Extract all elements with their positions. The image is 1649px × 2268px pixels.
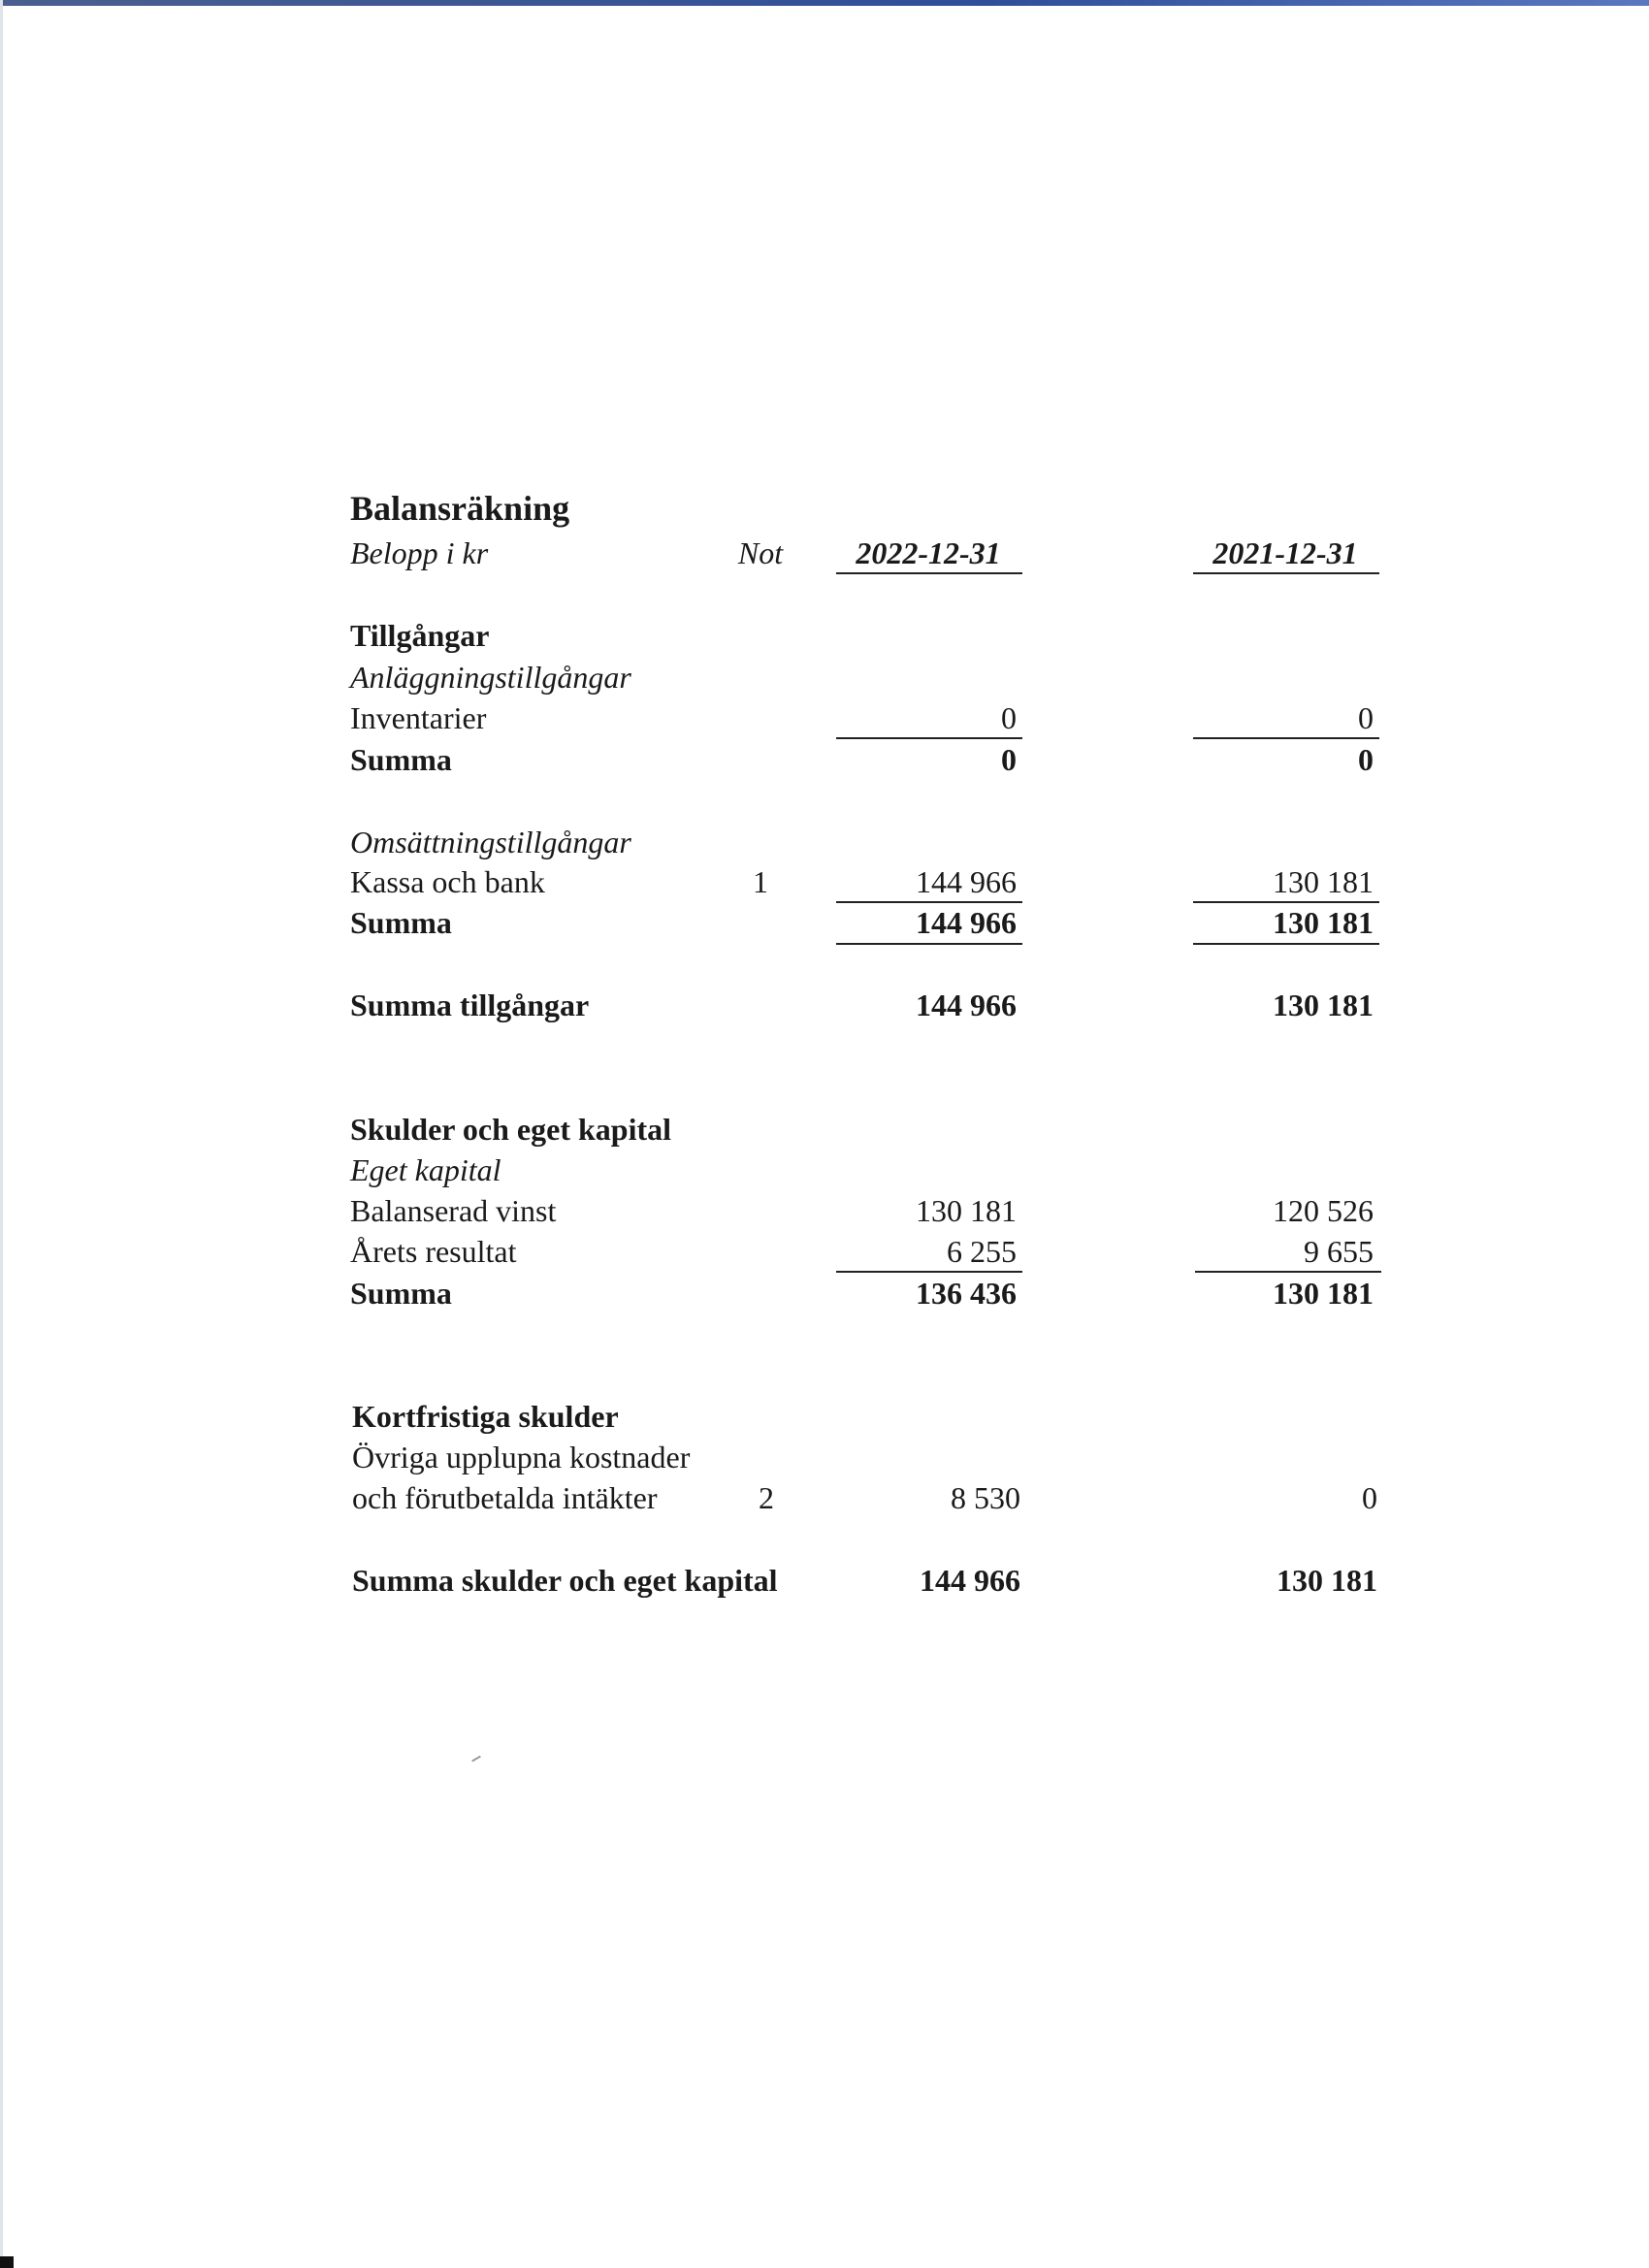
subtotal-line [1193, 737, 1379, 739]
year-2022-column-header: 2022-12-31 [856, 535, 1001, 570]
inventarier-label: Inventarier [350, 700, 487, 735]
balanserad-vinst-2021: 120 526 [1273, 1193, 1374, 1228]
arets-resultat-2021: 9 655 [1304, 1234, 1374, 1269]
equity-sum-2022: 136 436 [916, 1276, 1017, 1311]
page-title: Balansräkning [350, 489, 570, 528]
assets-heading: Tillgångar [350, 618, 490, 653]
equity-sum-2021: 130 181 [1273, 1276, 1374, 1311]
total-liabilities-equity-label: Summa skulder och eget kapital [352, 1563, 778, 1598]
scan-speck [471, 1756, 481, 1763]
subtotal-line [836, 737, 1022, 739]
current-assets-sum-2021: 130 181 [1273, 905, 1374, 940]
header-underline-2021 [1193, 572, 1379, 574]
ovriga-2021-value: 0 [1362, 1480, 1377, 1515]
note-column-header: Not [737, 535, 784, 570]
sum-underline [1193, 943, 1379, 945]
ovriga-note: 2 [759, 1480, 774, 1515]
current-assets-sum-2022: 144 966 [916, 905, 1017, 940]
total-liabilities-equity-2022: 144 966 [920, 1563, 1020, 1598]
ovriga-2022-value: 8 530 [951, 1480, 1020, 1515]
fixed-assets-sum-2021: 0 [1358, 742, 1374, 777]
year-2021-column-header: 2021-12-31 [1212, 535, 1358, 570]
kassa-2021-value: 130 181 [1273, 864, 1374, 899]
total-assets-2022: 144 966 [916, 988, 1017, 1022]
arets-resultat-label: Årets resultat [350, 1234, 517, 1269]
total-assets-label: Summa tillgångar [350, 988, 590, 1022]
ovriga-label-line1: Övriga upplupna kostnader [352, 1440, 691, 1474]
kassa-2022-value: 144 966 [916, 864, 1017, 899]
fixed-assets-sum-2022: 0 [1001, 742, 1017, 777]
scan-corner-mark [0, 2256, 14, 2268]
amount-unit-label: Belopp i kr [350, 535, 489, 570]
equity-sum-label: Summa [350, 1276, 452, 1311]
arets-resultat-2022: 6 255 [947, 1234, 1017, 1269]
subtotal-line [836, 1271, 1022, 1273]
kassa-note: 1 [753, 864, 768, 899]
current-assets-sum-label: Summa [350, 905, 452, 940]
kassa-label: Kassa och bank [350, 864, 545, 899]
scan-edge-top [0, 0, 1649, 6]
sum-underline [836, 943, 1022, 945]
total-assets-2021: 130 181 [1273, 988, 1374, 1022]
equity-heading: Eget kapital [350, 1152, 501, 1187]
ovriga-label-line2: och förutbetalda intäkter [352, 1480, 658, 1515]
total-liabilities-equity-2021: 130 181 [1277, 1563, 1377, 1598]
current-assets-heading: Omsättningstillgångar [350, 825, 631, 859]
balanserad-vinst-2022: 130 181 [916, 1193, 1017, 1228]
inventarier-2022-value: 0 [1001, 700, 1017, 735]
balanserad-vinst-label: Balanserad vinst [350, 1193, 557, 1228]
fixed-assets-sum-label: Summa [350, 742, 452, 777]
liabilities-equity-heading: Skulder och eget kapital [350, 1112, 671, 1147]
inventarier-2021-value: 0 [1358, 700, 1374, 735]
scan-edge-left [0, 0, 3, 2268]
fixed-assets-heading: Anläggningstillgångar [350, 660, 631, 695]
header-underline-2022 [836, 572, 1022, 574]
short-term-liabilities-heading: Kortfristiga skulder [352, 1399, 619, 1434]
subtotal-line [1195, 1271, 1381, 1273]
